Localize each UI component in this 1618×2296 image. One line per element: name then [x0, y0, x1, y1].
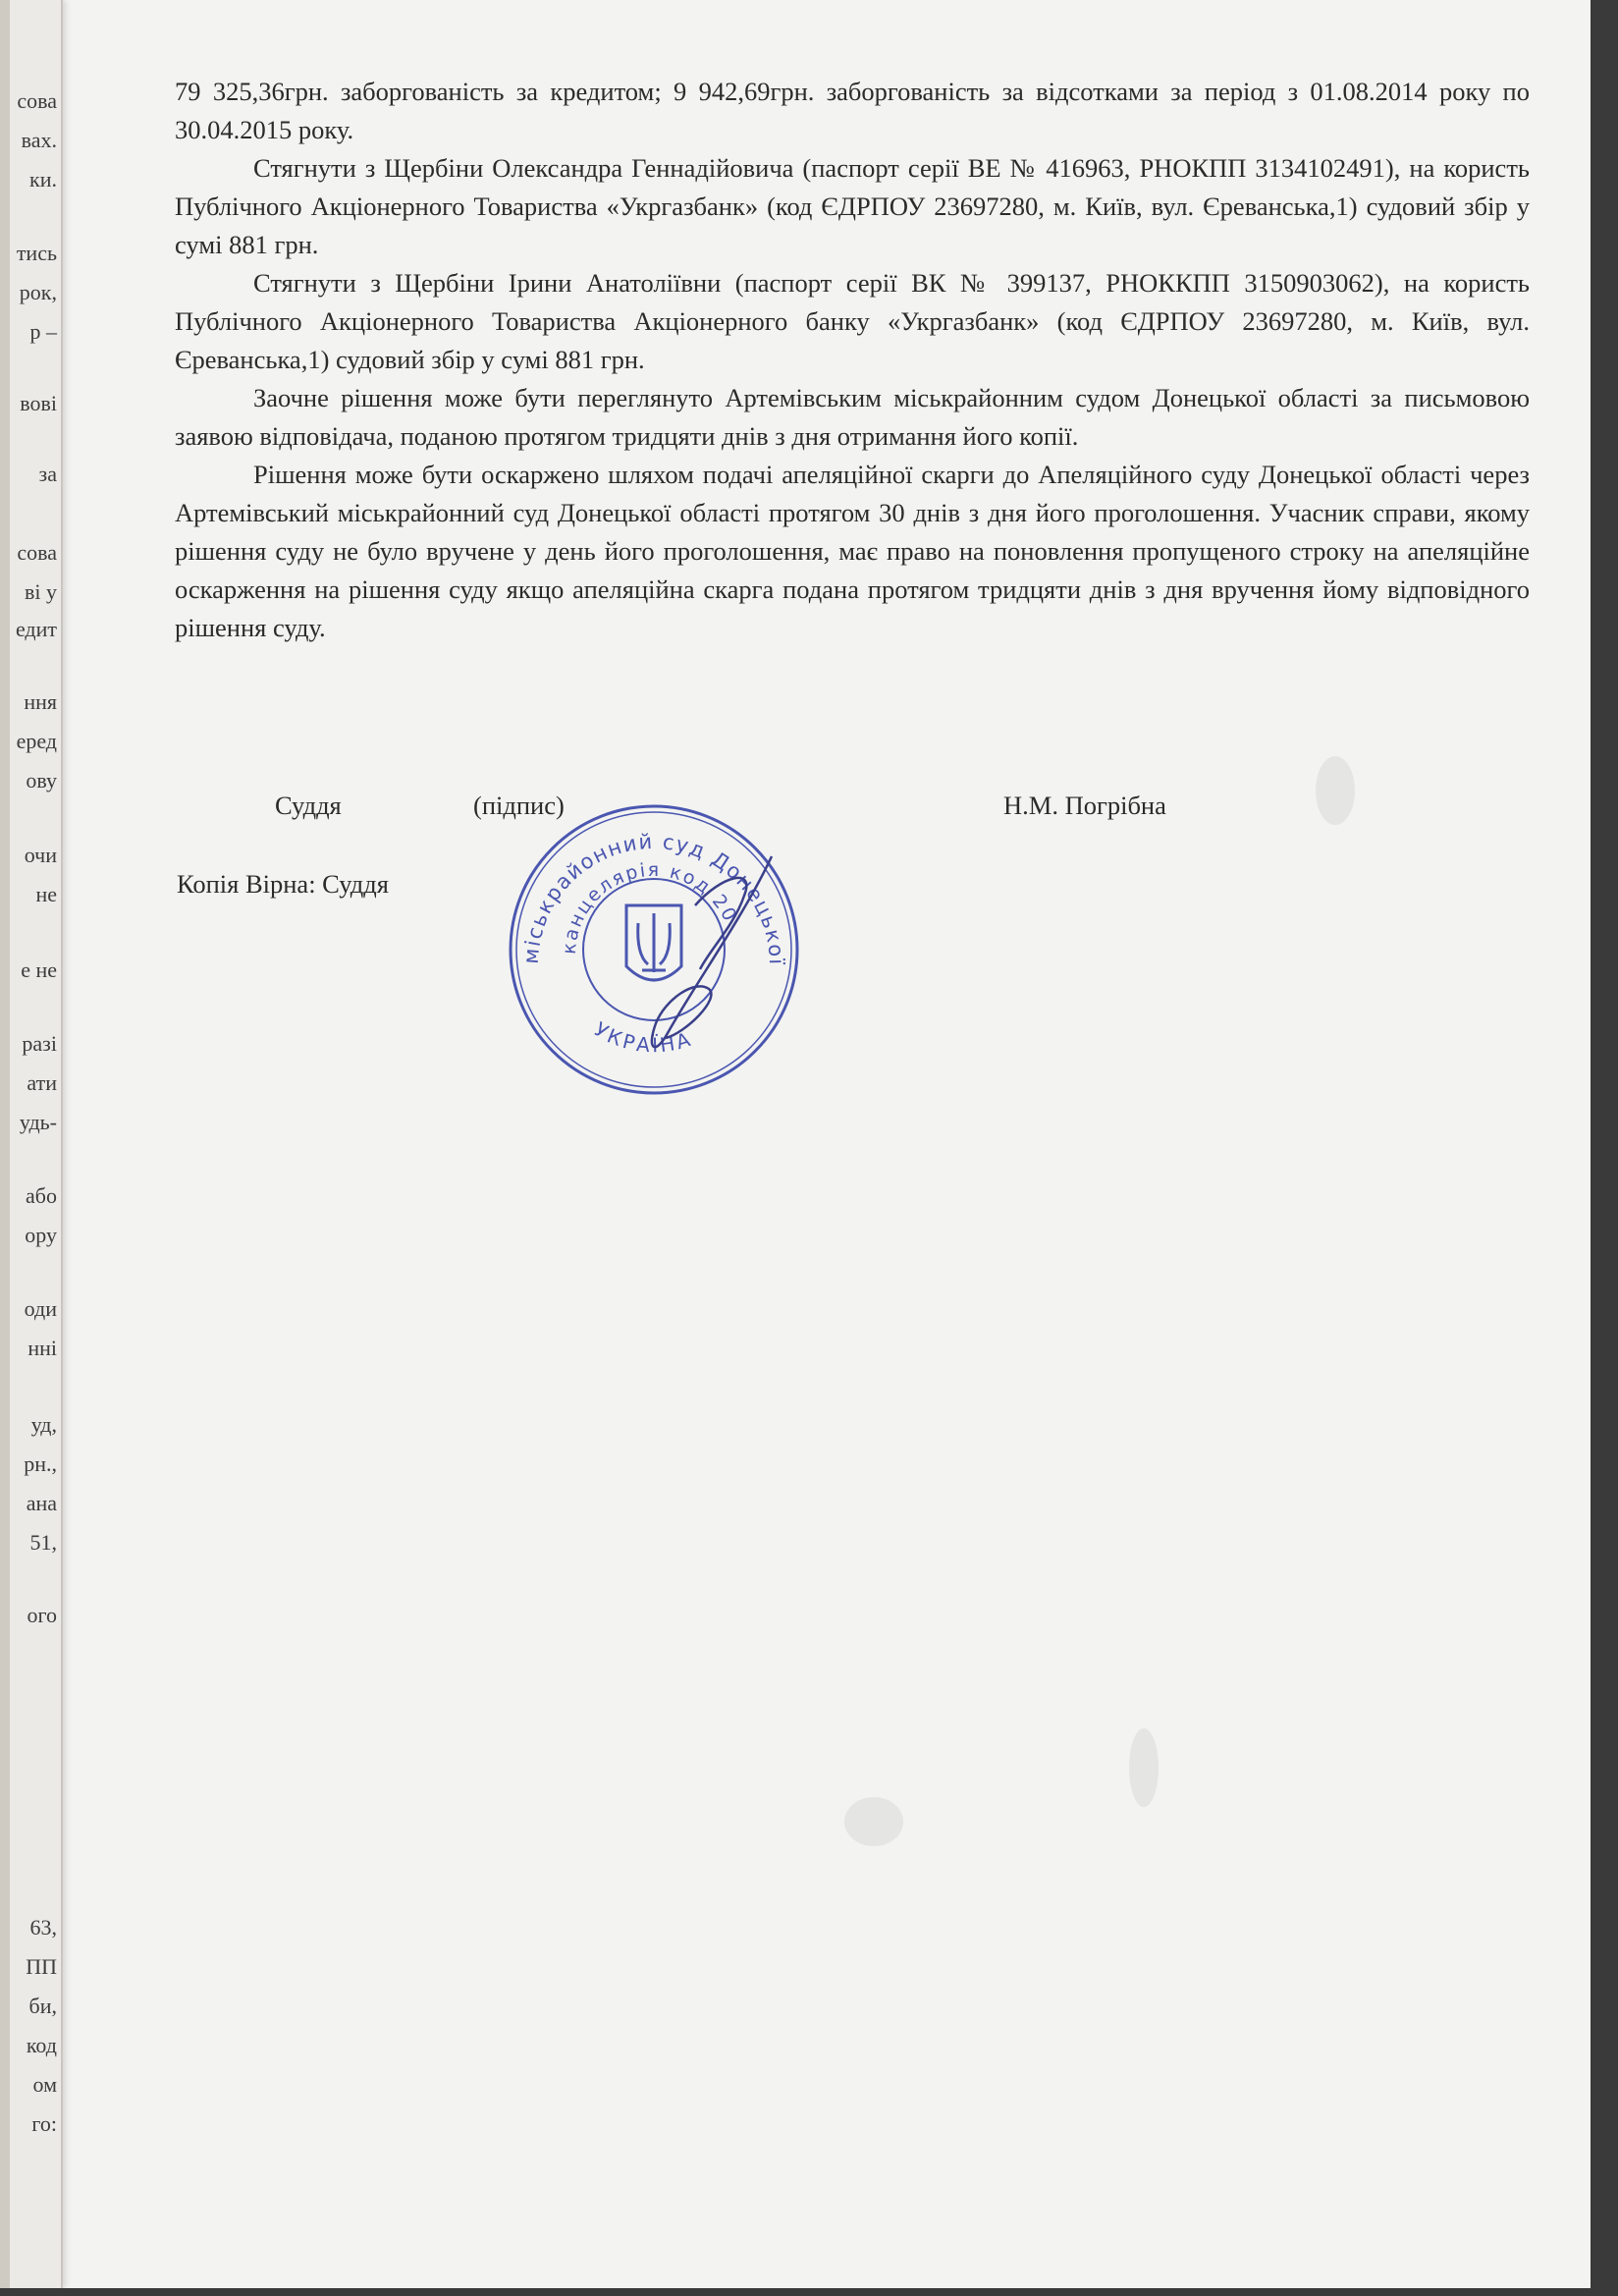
- margin-fragment: ати: [27, 1070, 57, 1095]
- paragraph-fee-oleksandr: Стягнути з Щербіни Олександра Геннадійовича (паспорт серії ВЕ № 416963, РНОКПП 3134102491), на користь Публічного Акціонерного Товариства «Укргазбанк» (код ЄДРПОУ 23697280, м. Київ, вул. Єреванська,1) судовий збір у сумі 881 грн.: [175, 153, 1530, 259]
- margin-fragment: го:: [31, 2111, 57, 2136]
- copy-certification: Копія Вірна: Суддя: [177, 869, 389, 899]
- margin-fragment: ору: [25, 1223, 57, 1247]
- document-body: [175, 73, 1530, 647]
- margin-fragment: ння: [24, 689, 57, 714]
- margin-fragment: уд,: [30, 1412, 57, 1437]
- margin-fragment: удь-: [19, 1110, 57, 1134]
- margin-fragment: ана: [26, 1491, 57, 1515]
- margin-fragment: ві у: [25, 579, 57, 604]
- margin-fragment: нні: [27, 1336, 57, 1360]
- paragraph-appeal: Рішення може бути оскаржено шляхом подачі апеляційної скарги до Апеляційного суду Донецької області через Артемівський міськрайонний суд Донецької області протягом 30 днів з дня його проголошення. Учасник справи, якому рішення суду не було вручене у день його проголошення, має право на поновлення пропущеного строку на апеляційне оскарження на рішення суду якщо апеляційна скарга подана протягом тридцяти днів з дня вручення йому відповідного рішення суду.: [175, 460, 1530, 642]
- margin-fragment: рн.,: [24, 1451, 57, 1476]
- margin-fragment: сова: [17, 540, 57, 565]
- paper-smudge: [844, 1797, 903, 1846]
- paragraph-review: Заочне рішення може бути переглянуто Артемівським міськрайонним судом Донецької області за письмовою заявою відповідача, поданою протягом тридцяти днів з дня отримання його копії.: [175, 383, 1530, 451]
- margin-fragment: за: [38, 462, 57, 486]
- margin-fragment: оди: [24, 1296, 57, 1321]
- margin-fragment: едит: [15, 617, 57, 641]
- margin-fragment: тись: [16, 241, 57, 265]
- paper-smudge: [1316, 756, 1355, 825]
- margin-fragment: 51,: [29, 1530, 57, 1555]
- margin-fragment: або: [26, 1183, 57, 1208]
- paragraph-fee-iryna: Стягнути з Щербіни Ірини Анатоліївни (паспорт серії ВК № 399137, РНОККПП 3150903062), на користь Публічного Акціонерного Товариства Акціонерного банку «Укргазбанк» (код ЄДРПОУ 23697280, м. Київ, вул. Єреванська,1) судовий збір у сумі 881 грн.: [175, 268, 1530, 374]
- margin-fragment: ову: [26, 768, 57, 793]
- seal-text-bottom: УКРАЇНА: [590, 1016, 696, 1058]
- svg-text:УКРАЇНА: [590, 1017, 695, 1058]
- page-edge-shadow: [0, 0, 10, 2288]
- judge-name: Н.М. Погрібна: [1003, 791, 1166, 820]
- seal-text-inner: канцелярія код 20: [558, 858, 742, 956]
- paper-smudge: [1129, 1728, 1159, 1807]
- signature-role: Суддя: [275, 791, 342, 820]
- margin-fragment: разі: [22, 1031, 57, 1056]
- margin-fragment: код: [26, 2033, 57, 2057]
- margin-fragment: ом: [32, 2072, 57, 2097]
- seal-text-top: міськрайонний суд Донецької: [518, 829, 789, 966]
- court-seal: [499, 797, 809, 1102]
- margin-fragment: би,: [28, 1994, 57, 2018]
- margin-fragment: ого: [27, 1603, 57, 1627]
- margin-fragment: сова: [17, 88, 57, 113]
- signature-mark: (підпис): [473, 791, 565, 820]
- margin-fragment: вах.: [21, 128, 57, 152]
- margin-fragment: 63,: [29, 1915, 57, 1940]
- paragraph-debt: 79 325,36грн. заборгованість за кредитом; 9 942,69грн. заборгованість за відсотками за період з 01.08.2014 року по 30.04.2015 року.: [175, 77, 1530, 144]
- margin-fragment: вові: [20, 391, 57, 415]
- margin-fragment: ПП: [26, 1954, 57, 1979]
- margin-fragment: рок,: [19, 280, 57, 304]
- margin-fragment: ки.: [29, 167, 57, 191]
- margin-fragment: еред: [16, 729, 57, 753]
- trident-emblem: [626, 905, 681, 980]
- margin-fragment: не: [35, 882, 57, 906]
- margin-fragment: е не: [21, 957, 57, 982]
- underlying-page-strip: [0, 0, 63, 2288]
- margin-fragment: очи: [24, 843, 57, 867]
- margin-fragment: р –: [29, 319, 57, 344]
